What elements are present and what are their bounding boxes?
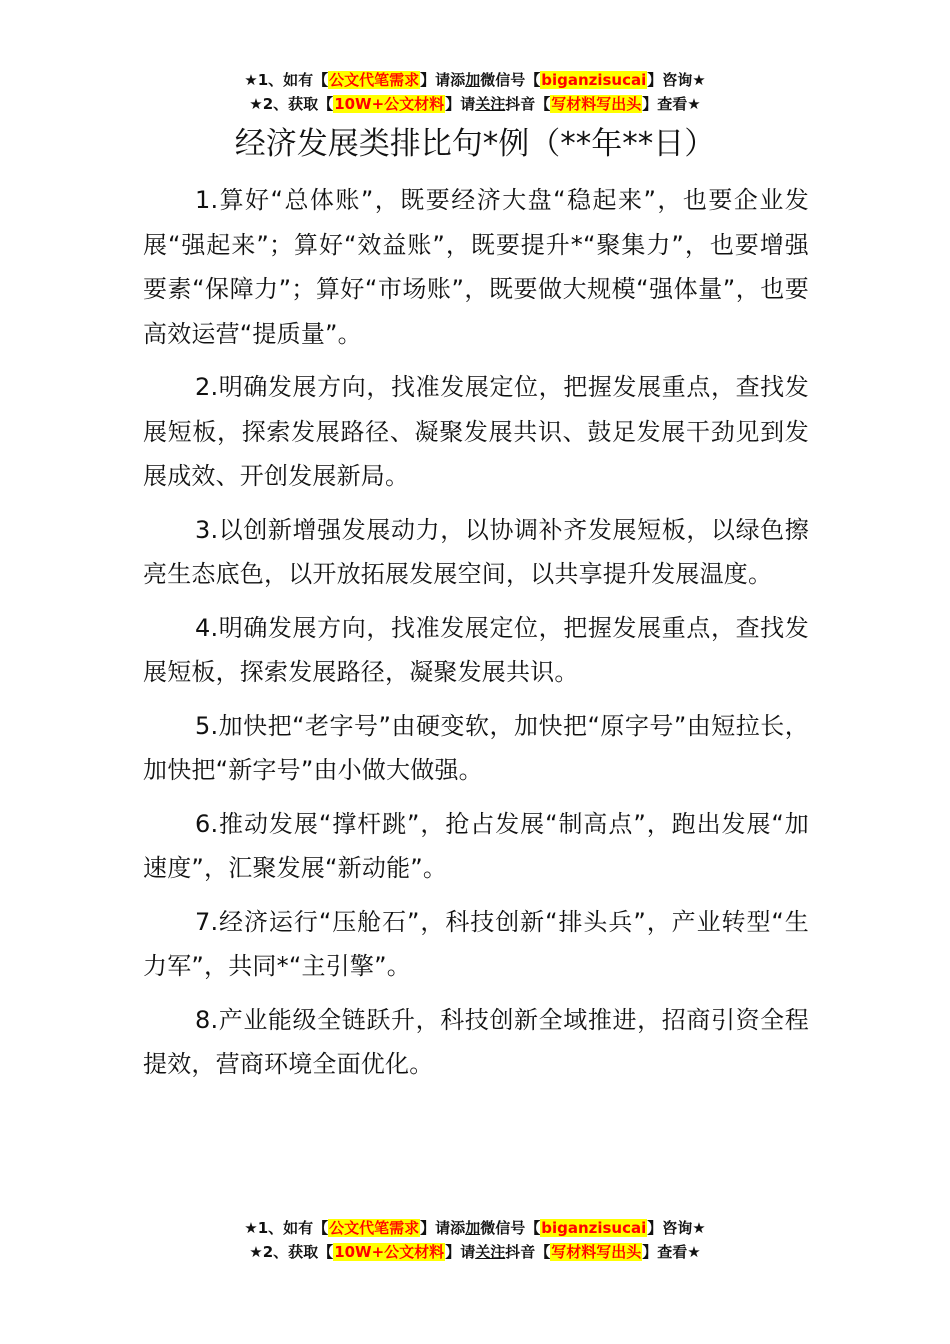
promo-underline-follow: 关注 (475, 1243, 506, 1261)
promo-line-2-prefix: ★2、获取【 (249, 95, 334, 113)
promo-line-2-suffix: 】查看★ (642, 95, 701, 113)
promo-line-2-prefix: ★2、获取【 (249, 1243, 334, 1261)
paragraph: 1.算好“总体账”，既要经济大盘“稳起来”，也要企业发展“强起来”；算好“效益账”，既要提升*“聚集力”，也要增强要素“保障力”；算好“市场账”，既要做大规模“强体量”，也要高效运营“提质量”。 (143, 186, 809, 348)
promo-line-1-mid2: 微信号【 (480, 1219, 541, 1237)
promo-line-2 (0, 92, 950, 116)
paragraph: 4.明确发展方向，找准发展定位，把握发展重点，查找发展短板，探索发展路径，凝聚发展共识。 (143, 613, 809, 686)
document-body (143, 178, 809, 1096)
paragraph: 8.产业能级全链跃升，科技创新全域推进，招商引资全程提效，营商环境全面优化。 (143, 1005, 809, 1078)
promo-underline-follow: 关注 (475, 95, 506, 113)
promo-line-1-suffix: 】咨询★ (647, 71, 706, 89)
promo-line-1 (0, 1216, 950, 1240)
promo-highlight-materials: 10W+公文材料 (334, 95, 445, 113)
promo-highlight-wechat-id: biganzisucai (541, 71, 647, 89)
top-promo-banner (0, 68, 950, 116)
promo-line-2 (0, 1240, 950, 1264)
promo-line-1-mid: 】请添 (420, 1219, 466, 1237)
promo-line-1-prefix: ★1、如有【 (244, 1219, 329, 1237)
promo-line-1-prefix: ★1、如有【 (244, 71, 329, 89)
promo-highlight-service: 公文代笔需求 (329, 1219, 420, 1237)
paragraph: 2.明确发展方向，找准发展定位，把握发展重点，查找发展短板，探索发展路径、凝聚发展共识、鼓足发展干劲见到发展成效、开创发展新局。 (143, 373, 809, 490)
paragraph: 5.加快把“老字号”由硬变软，加快把“原字号”由短拉长，加快把“新字号”由小做大做强。 (143, 711, 809, 784)
promo-line-1-mid2: 微信号【 (480, 71, 541, 89)
promo-line-2-mid: 】请 (445, 95, 476, 113)
promo-highlight-service: 公文代笔需求 (329, 71, 420, 89)
promo-line-2-mid2: 抖音【 (505, 1243, 551, 1261)
bottom-promo-banner (0, 1216, 950, 1264)
promo-line-1-suffix: 】咨询★ (647, 1219, 706, 1237)
promo-highlight-douyin: 写材料写出头 (551, 1243, 642, 1261)
promo-line-1-mid: 】请添 (420, 71, 466, 89)
paragraph: 3.以创新增强发展动力，以协调补齐发展短板，以绿色擦亮生态底色，以开放拓展发展空间，以共享提升发展温度。 (143, 515, 809, 588)
promo-highlight-douyin: 写材料写出头 (551, 95, 642, 113)
promo-line-2-mid: 】请 (445, 1243, 476, 1261)
document-title: 经济发展类排比句*例（**年**日） (234, 126, 716, 162)
promo-highlight-wechat-id: biganzisucai (541, 1219, 647, 1237)
promo-line-1 (0, 68, 950, 92)
paragraph: 7.经济运行“压舱石”，科技创新“排头兵”，产业转型“生力军”，共同*“主引擎”。 (143, 907, 809, 980)
promo-underline-add: 加 (465, 71, 481, 89)
promo-underline-add: 加 (465, 1219, 481, 1237)
promo-line-2-suffix: 】查看★ (642, 1243, 701, 1261)
promo-line-2-mid2: 抖音【 (505, 95, 551, 113)
promo-highlight-materials: 10W+公文材料 (334, 1243, 445, 1261)
paragraph: 6.推动发展“撑杆跳”，抢占发展“制高点”，跑出发展“加速度”，汇聚发展“新动能”。 (143, 809, 809, 882)
